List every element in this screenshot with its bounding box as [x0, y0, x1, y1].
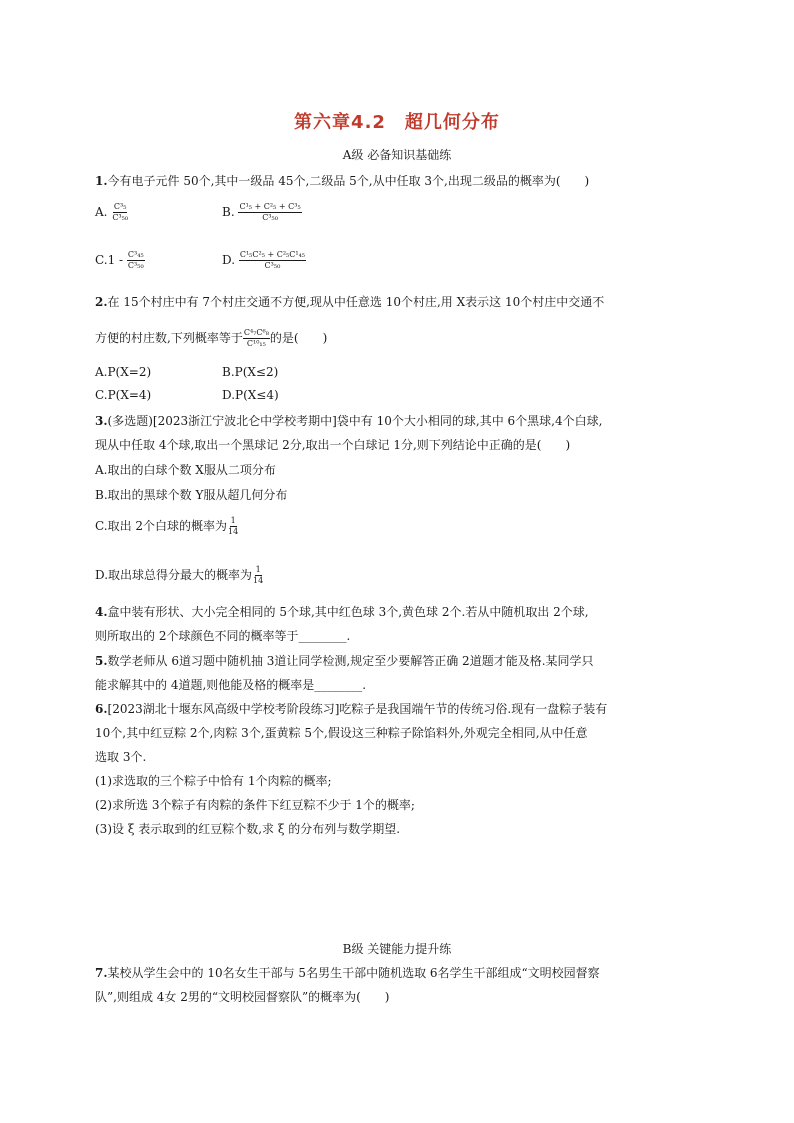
- question-6-part-1: (1)求选取的三个粽子中恰有 1个肉粽的概率;: [95, 774, 332, 788]
- fraction: [111, 202, 129, 223]
- option-c: C.P(X=4): [95, 388, 152, 402]
- fraction-numerator: C¹₅C²₅ + C²₅C¹₄₅: [239, 250, 305, 259]
- question-2: [95, 290, 705, 314]
- option-b: B.P(X≤2): [222, 365, 279, 379]
- option-a: A.取出的白球个数 X服从二项分布: [95, 463, 276, 477]
- fraction-numerator: C¹₅ + C²₅ + C³₅: [239, 202, 301, 211]
- option-d: [222, 250, 306, 271]
- question-text: [2023湖北十堰东风高级中学校考阶段练习]吃粽子是我国端午节的传统习俗.现有一盘粽子装有: [107, 702, 608, 716]
- question-4: [95, 600, 705, 624]
- fraction-numerator: C⁴₇C⁶₈: [243, 328, 269, 337]
- question-6-line-3: 选取 3个.: [95, 750, 147, 764]
- question-3: [95, 409, 705, 433]
- fraction-denominator: 14: [228, 527, 239, 536]
- option-label: C.1 -: [95, 253, 124, 267]
- fraction-denominator: C¹⁰₁₅: [246, 339, 266, 348]
- fraction-denominator: C³₅₀: [264, 261, 281, 270]
- fraction: [127, 250, 145, 271]
- option-a: [95, 202, 129, 223]
- section-a-heading: A级 必备知识基础练: [342, 148, 452, 162]
- question-3-line-2: 现从中任取 4个球,取出一个黑球记 2分,取出一个白球记 1分,则下列结论中正确的是( ): [95, 438, 571, 452]
- question-number: 4.: [95, 605, 108, 619]
- question-text: 方便的村庄数,下列概率等于: [95, 331, 243, 345]
- option-d: [95, 565, 264, 586]
- fraction: [252, 565, 264, 586]
- question-6-part-3: (3)设 ξ 表示取到的红豆粽个数,求 ξ 的分布列与数学期望.: [95, 822, 401, 836]
- question-text: (多选题)[2023浙江宁波北仑中学校考期中]袋中有 10个大小相同的球,其中 6个黑球,4个白球,: [107, 414, 603, 428]
- fraction: [227, 516, 239, 537]
- fraction-numerator: 1: [230, 516, 236, 525]
- section-b-heading: B级 关键能力提升练: [342, 942, 452, 956]
- fraction-denominator: 14: [253, 576, 264, 585]
- fraction-denominator: C³₅₀: [262, 213, 278, 222]
- question-text: 盒中装有形状、大小完全相同的 5个球,其中红色球 3个,黄色球 2个.若从中随机取出 2个球,: [107, 605, 589, 619]
- question-5-line-2: 能求解其中的 4道题,则他能及格的概率是________.: [95, 678, 367, 692]
- fraction: [239, 250, 306, 271]
- question-number: 7.: [95, 966, 108, 980]
- option-b: B.取出的黑球个数 Y服从超几何分布: [95, 488, 288, 502]
- fraction-numerator: C³₅: [113, 202, 127, 211]
- option-label: A.: [95, 205, 108, 219]
- question-text: 今有电子元件 50个,其中一级品 45个,二级品 5个,从中任取 3个,出现二级品的概率为( ): [107, 174, 590, 188]
- question-2-line-2: [95, 326, 705, 350]
- question-7-line-2: 队”,则组成 4女 2男的“文明校园督察队”的概率为( ): [95, 990, 390, 1004]
- question-6-line-2: 10个,其中红豆粽 2个,肉粽 3个,蛋黄粽 5个,假设这三种粽子除馅料外,外观完全相同,从中任意: [95, 726, 588, 740]
- question-7: [95, 961, 705, 985]
- question-number: 6.: [95, 702, 108, 716]
- option-text: D.取出球总得分最大的概率为: [95, 568, 253, 582]
- fraction: [243, 328, 270, 349]
- fraction-denominator: C³₅₀: [112, 213, 129, 222]
- question-1: [95, 169, 705, 193]
- question-number: 5.: [95, 654, 108, 668]
- option-b: [222, 202, 302, 223]
- question-6-part-2: (2)求所选 3个粽子有肉粽的条件下红豆粽不少于 1个的概率;: [95, 798, 415, 812]
- question-text: 在 15个村庄中有 7个村庄交通不方便,现从中任意选 10个村庄,用 X表示这 10个村庄中交通不: [107, 295, 605, 309]
- option-a: A.P(X=2): [95, 365, 152, 379]
- fraction-numerator: 1: [255, 565, 261, 574]
- question-5: [95, 649, 705, 673]
- question-number: 1.: [95, 174, 108, 188]
- question-text: 数学老师从 6道习题中随机抽 3道让同学检测,规定至少要解答正确 2道题才能及格.某同学只: [107, 654, 594, 668]
- fraction: [238, 202, 301, 223]
- fraction-denominator: C³₅₀: [127, 261, 144, 270]
- question-4-line-2: 则所取出的 2个球颜色不同的概率等于________.: [95, 629, 351, 643]
- question-6: [95, 697, 705, 721]
- question-number: 2.: [95, 295, 108, 309]
- question-text: 某校从学生会中的 10名女生干部与 5名男生干部中随机选取 6名学生干部组成“文明校园督察: [107, 966, 600, 980]
- option-label: B.: [222, 205, 235, 219]
- question-number: 3.: [95, 414, 108, 428]
- fraction-numerator: C³₄₅: [127, 250, 144, 259]
- option-text: C.取出 2个白球的概率为: [95, 519, 228, 533]
- page-title: 第六章4.2 超几何分布: [294, 112, 500, 133]
- option-d: D.P(X≤4): [222, 388, 279, 402]
- question-text: 的是( ): [269, 331, 328, 345]
- option-c: [95, 516, 239, 537]
- option-c: [95, 250, 145, 271]
- option-label: D.: [222, 253, 236, 267]
